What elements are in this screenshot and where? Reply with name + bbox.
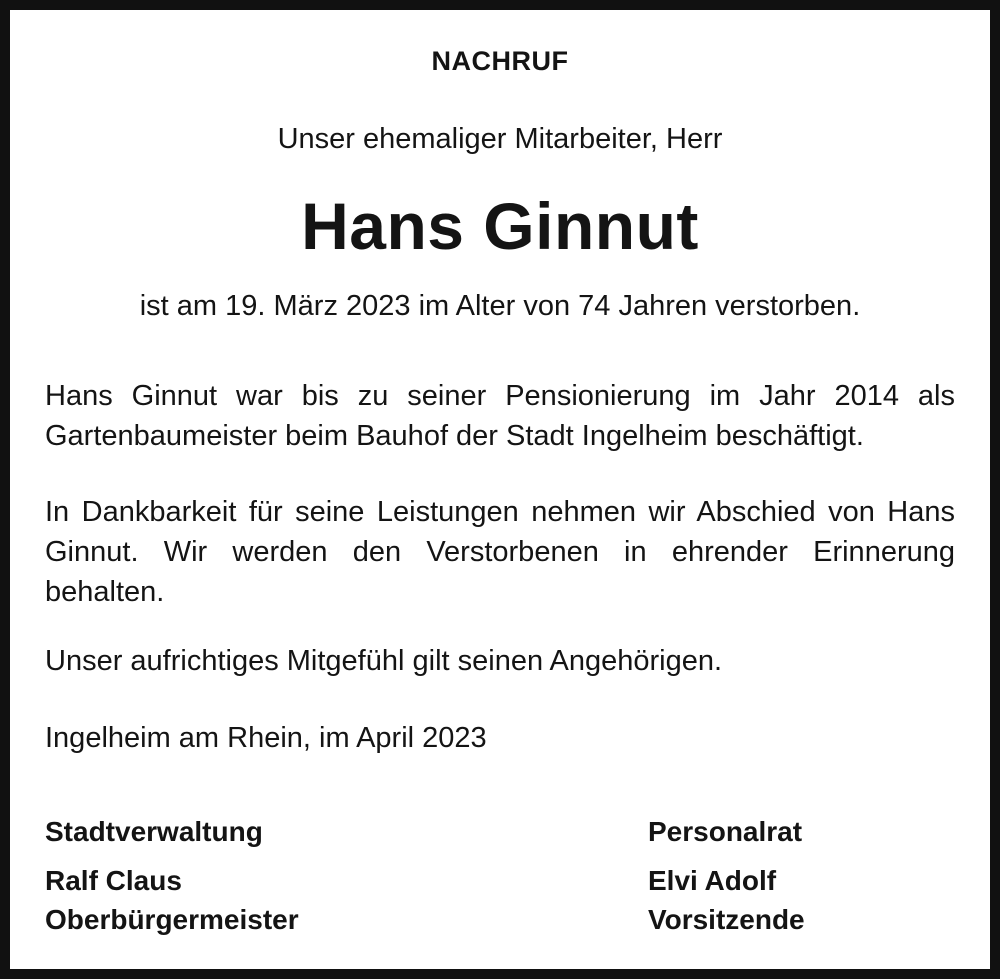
- deceased-name: Hans Ginnut: [301, 189, 699, 263]
- signature-role: Vorsitzende: [648, 904, 805, 935]
- signature-person: Ralf Claus: [45, 865, 182, 896]
- place-date-line: Ingelheim am Rhein, im April 2023: [45, 722, 487, 754]
- signature-role: Oberbürgermeister: [45, 904, 299, 935]
- notice-intro: Unser ehemaliger Mitarbeiter, Herr: [277, 123, 723, 155]
- condolence-paragraph: Unser aufrichtiges Mitgefühl gilt seinen Angehörigen.: [45, 645, 723, 677]
- death-line: ist am 19. März 2023 im Alter von 74 Jahren verstorben.: [139, 290, 861, 322]
- notice-kicker: NACHRUF: [431, 46, 569, 76]
- signature-person: Elvi Adolf: [648, 865, 777, 896]
- career-paragraph: Hans Ginnut war bis zu seiner Pensionierung im Jahr 2014 als Gartenbaumeister beim Bauhof der Stadt Ingelheim beschäftigt.: [45, 380, 955, 452]
- signature-organization: Personalrat: [648, 816, 803, 847]
- farewell-paragraph: In Dankbarkeit für seine Leistungen nehmen wir Abschied von Hans Ginnut. Wir werden den Verstorbenen in ehrender Erinnerung behalten.: [45, 496, 955, 608]
- signature-organization: Stadtverwaltung: [45, 816, 263, 847]
